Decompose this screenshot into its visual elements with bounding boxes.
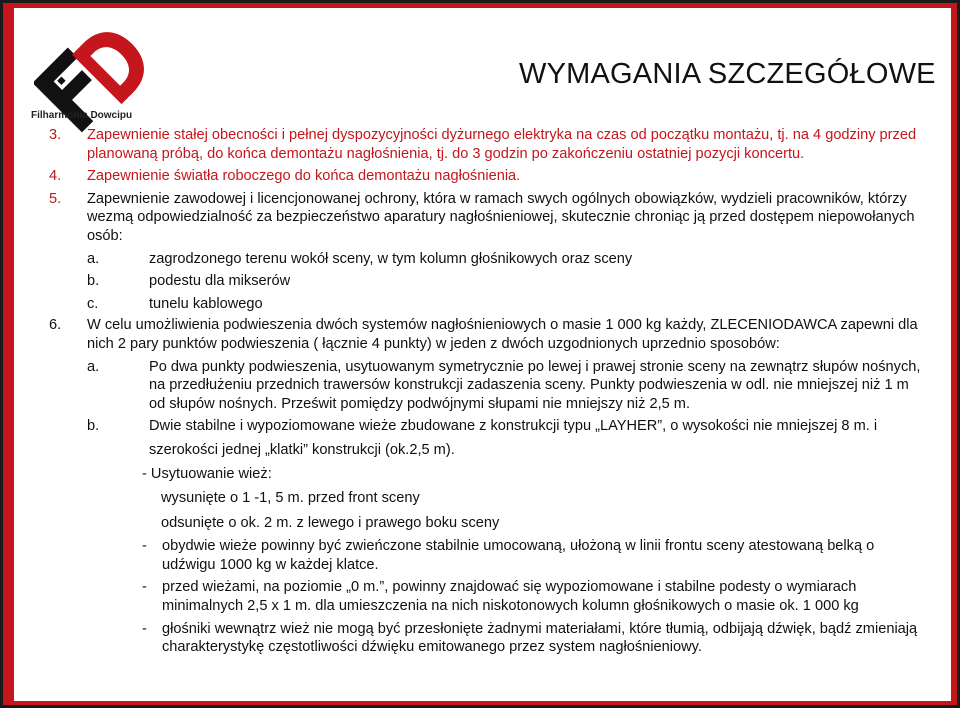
sub-label: c. <box>87 295 99 312</box>
sub-item-5c <box>87 295 929 314</box>
location-line-1: wysunięte o 1 -1, 5 m. przed front sceny <box>161 490 420 507</box>
slide <box>14 8 951 701</box>
location-line-2: odsunięte o ok. 2 m. z lewego i prawego boku sceny <box>161 514 500 531</box>
dash-item-3 <box>142 620 929 657</box>
item-number: 6. <box>49 317 62 334</box>
item-number: 3. <box>49 127 62 143</box>
sub-item-5a <box>87 250 929 269</box>
dash-mark: - <box>142 579 147 596</box>
sub-text: podestu dla mikserów <box>149 273 291 290</box>
sub-text: tunelu kablowego <box>149 295 263 312</box>
dash-item-1 <box>142 537 929 574</box>
requirements-list <box>49 126 929 657</box>
sub-label: b. <box>87 418 100 435</box>
sub-text: zagrodzonego terenu wokół sceny, w tym kolumn głośnikowych oraz sceny <box>149 250 633 267</box>
item-number: 4. <box>49 168 62 185</box>
sub-text-line-2: szerokości jednej „klatki” konstrukcji (ok.2,5 m). <box>149 441 455 458</box>
location-heading <box>142 465 929 484</box>
list-item-4 <box>49 167 929 186</box>
dash-item-2 <box>142 578 929 615</box>
list-item-6 <box>49 316 929 353</box>
item-number: 5. <box>49 190 62 207</box>
logo-caption: Filharmonia Dowcipu <box>31 110 133 121</box>
location-heading-text: - Usytuowanie wież: <box>142 465 272 482</box>
item-text: Zapewnienie światła roboczego do końca demontażu nagłośnienia. <box>87 168 521 185</box>
item-text: Zapewnienie stałej obecności i pełnej dyspozycyjności dyżurnego elektryka na czas od początku montażu, tj. na 4 godziny przed planowaną próbą, do końca demontażu nagłośnienia, tj. do 3 godzin po zakończeniu ostatniej pozycji koncertu. <box>87 127 917 162</box>
slide-frame <box>3 3 957 705</box>
sub-item-6a <box>87 358 929 414</box>
list-item-5 <box>49 190 929 246</box>
list-item-3 <box>49 126 929 163</box>
sub-text <box>149 417 929 459</box>
dash-text: przed wieżami, na poziomie „0 m.”, powinny znajdować się wypoziomowane i stabilne podesty o wymiarach minimalnych 2,5 x 1 m. dla umieszczenia na nich niskotonowych kolumn głośnikowych o masie ok. 1 000 kg <box>162 579 859 615</box>
sub-item-5b <box>87 272 929 291</box>
dash-text: obydwie wieże powinny być zwieńczone stabilnie umocowaną, ułożoną w linii frontu sceny atestowaną belką o udźwigu 1000 kg w każdej klatce. <box>162 538 875 573</box>
sub-label: a. <box>87 250 100 267</box>
sub-text-line-1: Dwie stabilne i wypoziomowane wieże zbudowane z konstrukcji typu „LAYHER”, o wysokości nie mniejszej 8 m. i <box>149 418 878 435</box>
item-text: W celu umożliwienia podwieszenia dwóch systemów nagłośnieniowych o masie 1 000 kg każdy, ZLECENIODAWCA zapewni dla nich 2 pary punktów podwieszenia ( łącznie 4 punkty) w jeden z dwóch uzgodnionych uprzednio sposobów: <box>87 317 918 352</box>
item-text: Zapewnienie zawodowej i licencjonowanej ochrony, która w ramach swych ogólnych obowiązków, wydzieli pracowników, którzy wezmą odpowiedzialność za bezpieczeństwo aparatury nagłośnieniowej, skutecznie chroniąc ją przed dostępem niepowołanych osób: <box>87 190 915 244</box>
dash-mark: - <box>142 538 147 555</box>
sub-text: Po dwa punkty podwieszenia, usytuowanym symetrycznie po lewej i prawej stronie sceny na zewnątrz słupów nośnych, na przedłużeniu przednich trawersów konstrukcji zadaszenia sceny. Punkty podwieszenia w odl. nie mniejszej niż 1 m od słupów nośnych. Prześwit pomiędzy podwójnymi słupami nie mniejszy niż 2,5 m. <box>149 358 921 412</box>
dash-text: głośniki wewnątrz wież nie mogą być przesłonięte żadnymi materiałami, które tłumią, odbijają dźwięk, bądź zmieniają charakterystykę częstotliwości dźwięku emitowanego przez system nagłośnieniowy. <box>162 620 918 656</box>
dash-mark: - <box>142 620 147 637</box>
sub-label: b. <box>87 273 100 290</box>
sub-item-6b <box>87 417 929 459</box>
sub-label: a. <box>87 358 100 375</box>
page-title: WYMAGANIA SZCZEGÓŁOWE <box>519 58 936 90</box>
